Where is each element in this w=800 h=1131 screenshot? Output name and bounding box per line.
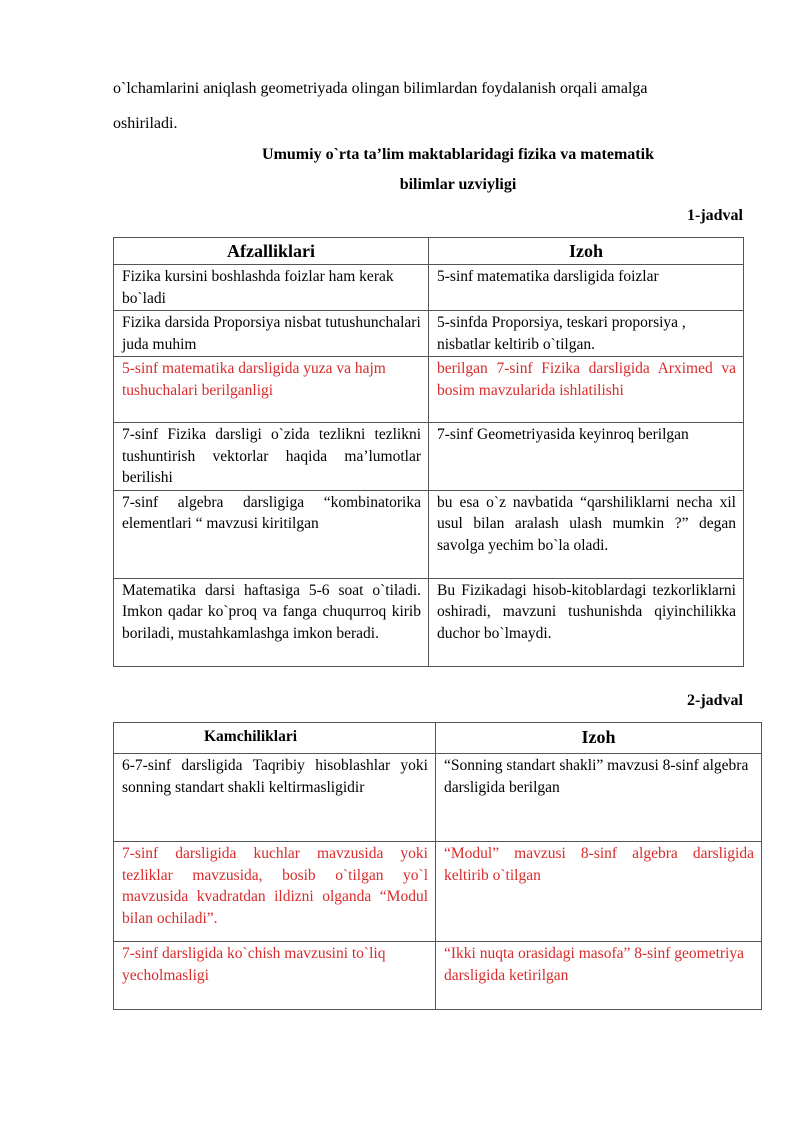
- table-cell: 7-sinf Fizika darsligi o`zida tezlikni tezlikni tushuntirish vektorlar haqida ma’lumotlar berilishi: [114, 423, 429, 491]
- table-row: [114, 265, 744, 311]
- intro-line-1: o`lchamlarini aniqlash geometriyada olingan bilimlardan foydalanish orqali amalga: [113, 80, 648, 97]
- table-cell: 5-sinf matematika darsligida yuza va hajm tushuchalari berilganligi: [114, 357, 429, 423]
- table-cell: 7-sinf Geometriyasida keyinroq berilgan: [429, 423, 744, 491]
- shortcomings-table: [113, 722, 762, 1010]
- header-note: Izoh: [436, 723, 762, 754]
- table1-label: 1-jadval: [687, 207, 743, 224]
- table-row: [114, 490, 744, 578]
- table-cell: Fizika kursini boshlashda foizlar ham kerak bo`ladi: [114, 265, 429, 311]
- table-cell: Matematika darsi haftasiga 5-6 soat o`tiladi. Imkon qadar ko`proq va fanga chuqurroq kirib boriladi, mustahkamlashga imkon beradi.: [114, 578, 429, 666]
- table-row: [114, 311, 744, 357]
- title-line-1: Umumiy o`rta ta’lim maktablaridagi fizika va matematik: [262, 146, 654, 163]
- intro-paragraph: [113, 71, 743, 141]
- table-header-row: [114, 723, 762, 754]
- table-row: [114, 842, 762, 942]
- table-cell: 7-sinf algebra darsligiga “kombinatorika elementlari “ mavzusi kiritilgan: [114, 490, 429, 578]
- table-cell: “Modul” mavzusi 8-sinf algebra darsligida keltirib o`tilgan: [436, 842, 762, 942]
- table2-label: 2-jadval: [687, 692, 743, 709]
- table-cell: “Sonning standart shakli” mavzusi 8-sinf algebra darsligida berilgan: [436, 754, 762, 842]
- table-row: [114, 942, 762, 1010]
- table-cell: 5-sinf matematika darsligida foizlar: [429, 265, 744, 311]
- header-advantages: Afzalliklari: [114, 238, 429, 265]
- table-cell: berilgan 7-sinf Fizika darsligida Arximed va bosim mavzularida ishlatilishi: [429, 357, 744, 423]
- table-cell: 6-7-sinf darsligida Taqribiy hisoblashlar yoki sonning standart shakli keltirmasligidir: [114, 754, 436, 842]
- title-line-2: bilimlar uzviyligi: [399, 176, 517, 193]
- advantages-table: [113, 237, 744, 667]
- table-cell: 7-sinf darsligida kuchlar mavzusida yoki tezliklar mavzusida, bosib o`tilgan yo`l mavzusida kvadratdan ildizni olganda “Modul bilan ochiladi”.: [114, 842, 436, 942]
- table-cell: 7-sinf darsligida ko`chish mavzusini to`liq yecholmasligi: [114, 942, 436, 1010]
- table-row: [114, 754, 762, 842]
- header-note: Izoh: [429, 238, 744, 265]
- table-cell: bu esa o`z navbatida “qarshiliklarni necha xil usul bilan aralash ulash mumkin ?” degan savolga yechim bo`la oladi.: [429, 490, 744, 578]
- table-header-row: [114, 238, 744, 265]
- header-shortcomings: Kamchiliklari: [114, 723, 436, 754]
- table-row: [114, 423, 744, 491]
- table-row: [114, 357, 744, 423]
- table-row: [114, 578, 744, 666]
- table-cell: “Ikki nuqta orasidagi masofa” 8-sinf geometriya darsligida ketirilgan: [436, 942, 762, 1010]
- intro-line-2: oshiriladi.: [113, 115, 178, 132]
- table-cell: 5-sinfda Proporsiya, teskari proporsiya , nisbatlar keltirib o`tilgan.: [429, 311, 744, 357]
- table-cell: Fizika darsida Proporsiya nisbat tutushunchalari juda muhim: [114, 311, 429, 357]
- table-cell: Bu Fizikadagi hisob-kitoblardagi tezkorliklarni oshiradi, mavzuni tushunishda qiyinchilikka duchor bo`lmaydi.: [429, 578, 744, 666]
